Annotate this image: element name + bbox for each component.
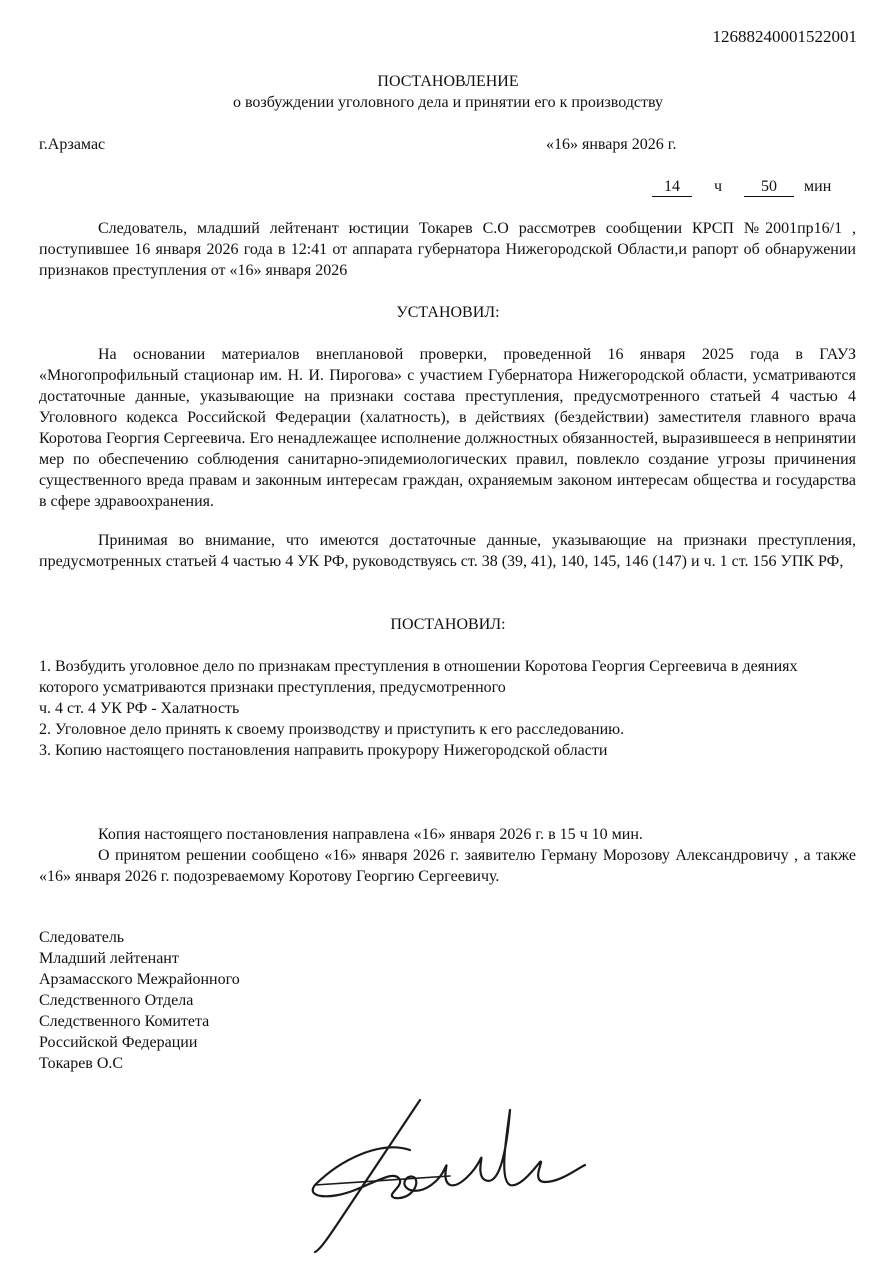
signatory-line: Следственного Комитета — [39, 1013, 210, 1030]
copy-sent-paragraph: Копия настоящего постановления направлена «16» января 2026 г. в 15 ч 10 мин. — [98, 826, 643, 843]
resolved-heading: ПОСТАНОВИЛ: — [390, 616, 506, 633]
signatory-block — [39, 927, 240, 1074]
handwritten-signature — [300, 1090, 600, 1255]
resolved-item: 2. Уголовное дело принять к своему производству и приступить к его расследованию. — [39, 721, 625, 738]
document-title: ПОСТАНОВЛЕНИЕ — [377, 73, 519, 90]
resolved-item: ч. 4 ст. 4 УК РФ - Халатность — [39, 700, 240, 717]
resolved-item: 3. Копию настоящего постановления направить прокурору Нижегородской области — [39, 742, 608, 759]
notification-paragraph: О принятом решении сообщено «16» января 2026 г. заявителю Герману Морозову Александровичу , а также «16» января 2026 г. подозреваемому Коротову Георгию Сергеевичу. — [39, 847, 856, 885]
time-hours: 14 — [652, 178, 692, 197]
document-subtitle: о возбуждении уголовного дела и принятии его к производству — [232, 94, 664, 111]
established-heading: УСТАНОВИЛ: — [396, 304, 500, 321]
signatory-line: Арзамасского Межрайонного — [39, 971, 240, 988]
resolved-list — [39, 656, 856, 761]
time-hours-label: ч — [714, 178, 723, 195]
established-paragraph-1: На основании материалов внеплановой проверки, проведенной 16 января 2025 года в ГАУЗ «Многопрофильный стационар им. Н. И. Пирогова» с участием Губернатора Нижегородской области, усматриваются достаточные данные, указывающие на признаки состава преступления, предусмотренного статьей 4 частью 4 Уголовного кодекса Российской Федерации (халатность), в действиях (бездействии) заместителя главного врача Коротова Георгия Сергеевича. Его ненадлежащее исполнение должностных обязанностей, выразившееся в непринятии мер по обеспечению соблюдения санитарно-эпидемиологических правил, повлекло создание угрозы причинения существенного вреда правам и законным интересам граждан, охраняемым законом интересам общества и государства в сфере здравоохранения. — [39, 346, 856, 510]
time-minutes: 50 — [744, 178, 794, 197]
signatory-line: Токарев О.С — [39, 1055, 124, 1072]
resolved-item: 1. Возбудить уголовное дело по признакам преступления в отношении Коротова Георгия Сергеевича в деяниях которого усматриваются признаки преступления, предусмотренного — [39, 658, 798, 696]
city: г.Арзамас — [39, 136, 106, 153]
signatory-line: Следователь — [39, 929, 125, 946]
intro-paragraph: Следователь, младший лейтенант юстиции Токарев С.О рассмотрев сообщении КРСП №2001пр16/1 , поступившее 16 января 2026 года в 12:41 от аппарата губернатора Нижегородской Области,и рапорт об обнаружении признаков преступления от «16» января 2026 — [39, 220, 856, 279]
signatory-line: Российской Федерации — [39, 1034, 198, 1051]
established-paragraph-2: Принимая во внимание, что имеются достаточные данные, указывающие на признаки преступления, предусмотренных статьей 4 частью 4 УК РФ, руководствуясь ст. 38 (39, 41), 140, 145, 146 (147) и ч. 1 ст. 156 УПК РФ, — [39, 532, 856, 570]
document-date: «16» января 2026 г. — [546, 136, 677, 153]
signatory-line: Следственного Отдела — [39, 992, 194, 1009]
document-number: 12688240001522001 — [712, 27, 857, 46]
time-line — [652, 176, 831, 197]
time-minutes-label: мин — [804, 178, 832, 195]
signatory-line: Младший лейтенант — [39, 950, 179, 967]
